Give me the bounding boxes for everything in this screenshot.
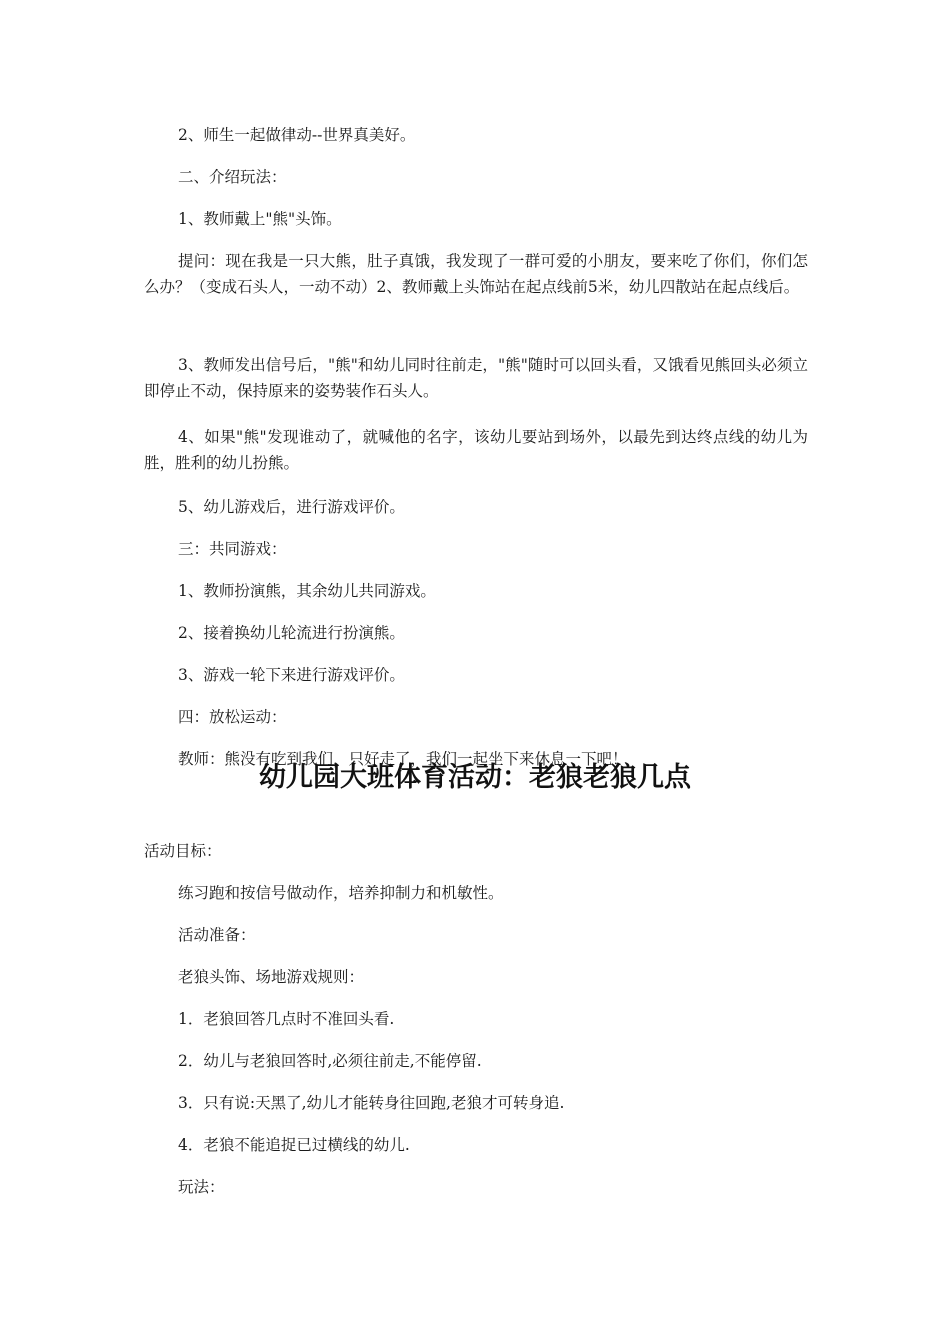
label-activity-prep: 活动准备： bbox=[178, 926, 256, 944]
section-heading-play: 三：共同游戏： bbox=[178, 540, 287, 558]
rule-item-2: 2．幼儿与老狼回答时,必须往前走,不能停留. bbox=[178, 1052, 482, 1070]
paragraph-question bbox=[144, 248, 808, 300]
paragraph-rhythm: 2、师生一起做律动--世界真美好。 bbox=[178, 126, 416, 144]
paragraph-round-evaluation: 3、游戏一轮下来进行游戏评价。 bbox=[178, 666, 405, 684]
paragraph-teacher-closing: 教师：熊没有吃到我们，只好走了，我们一起坐下来休息一下吧！ bbox=[178, 750, 628, 768]
section-heading-relax: 四：放松运动： bbox=[178, 708, 287, 726]
label-gameplay: 玩法： bbox=[178, 1178, 225, 1196]
rule-item-1: 1．老狼回答几点时不准回头看. bbox=[178, 1010, 395, 1028]
page-title: 幼儿园大班体育活动：老狼老狼几点 bbox=[259, 762, 691, 793]
paragraph-teacher-bear: 1、教师扮演熊，其余幼儿共同游戏。 bbox=[178, 582, 436, 600]
paragraph-activity-prep: 老狼头饰、场地游戏规则： bbox=[178, 968, 365, 986]
paragraph-headwear: 1、教师戴上"熊"头饰。 bbox=[178, 210, 342, 228]
rule-item-4: 4．老狼不能追捉已过横线的幼儿. bbox=[178, 1136, 410, 1154]
label-activity-goal: 活动目标： bbox=[144, 842, 222, 860]
paragraph-children-bear: 2、接着换幼儿轮流进行扮演熊。 bbox=[178, 624, 405, 642]
paragraph-activity-goal: 练习跑和按信号做动作，培养抑制力和机敏性。 bbox=[178, 884, 504, 902]
paragraph-caught-text: 4、如果"熊"发现谁动了，就喊他的名字，该幼儿要站到场外，以最先到达终点线的幼儿为胜，胜利的幼儿扮熊。 bbox=[144, 428, 808, 472]
paragraph-signal bbox=[144, 352, 808, 404]
rule-item-3: 3．只有说:天黑了,幼儿才能转身往回跑,老狼才可转身追. bbox=[178, 1094, 565, 1112]
paragraph-signal-text: 3、教师发出信号后，"熊"和幼儿同时往前走，"熊"随时可以回头看，又饿看见熊回头必须立即停止不动，保持原来的姿势装作石头人。 bbox=[144, 356, 808, 400]
paragraph-caught bbox=[144, 424, 808, 476]
paragraph-question-text: 提问：现在我是一只大熊，肚子真饿，我发现了一群可爱的小朋友，要来吃了你们，你们怎么办？（变成石头人，一动不动）2、教师戴上头饰站在起点线前5米，幼儿四散站在起点线后。 bbox=[144, 252, 808, 296]
paragraph-evaluation: 5、幼儿游戏后，进行游戏评价。 bbox=[178, 498, 405, 516]
section-heading-rules: 二、介绍玩法： bbox=[178, 168, 287, 186]
